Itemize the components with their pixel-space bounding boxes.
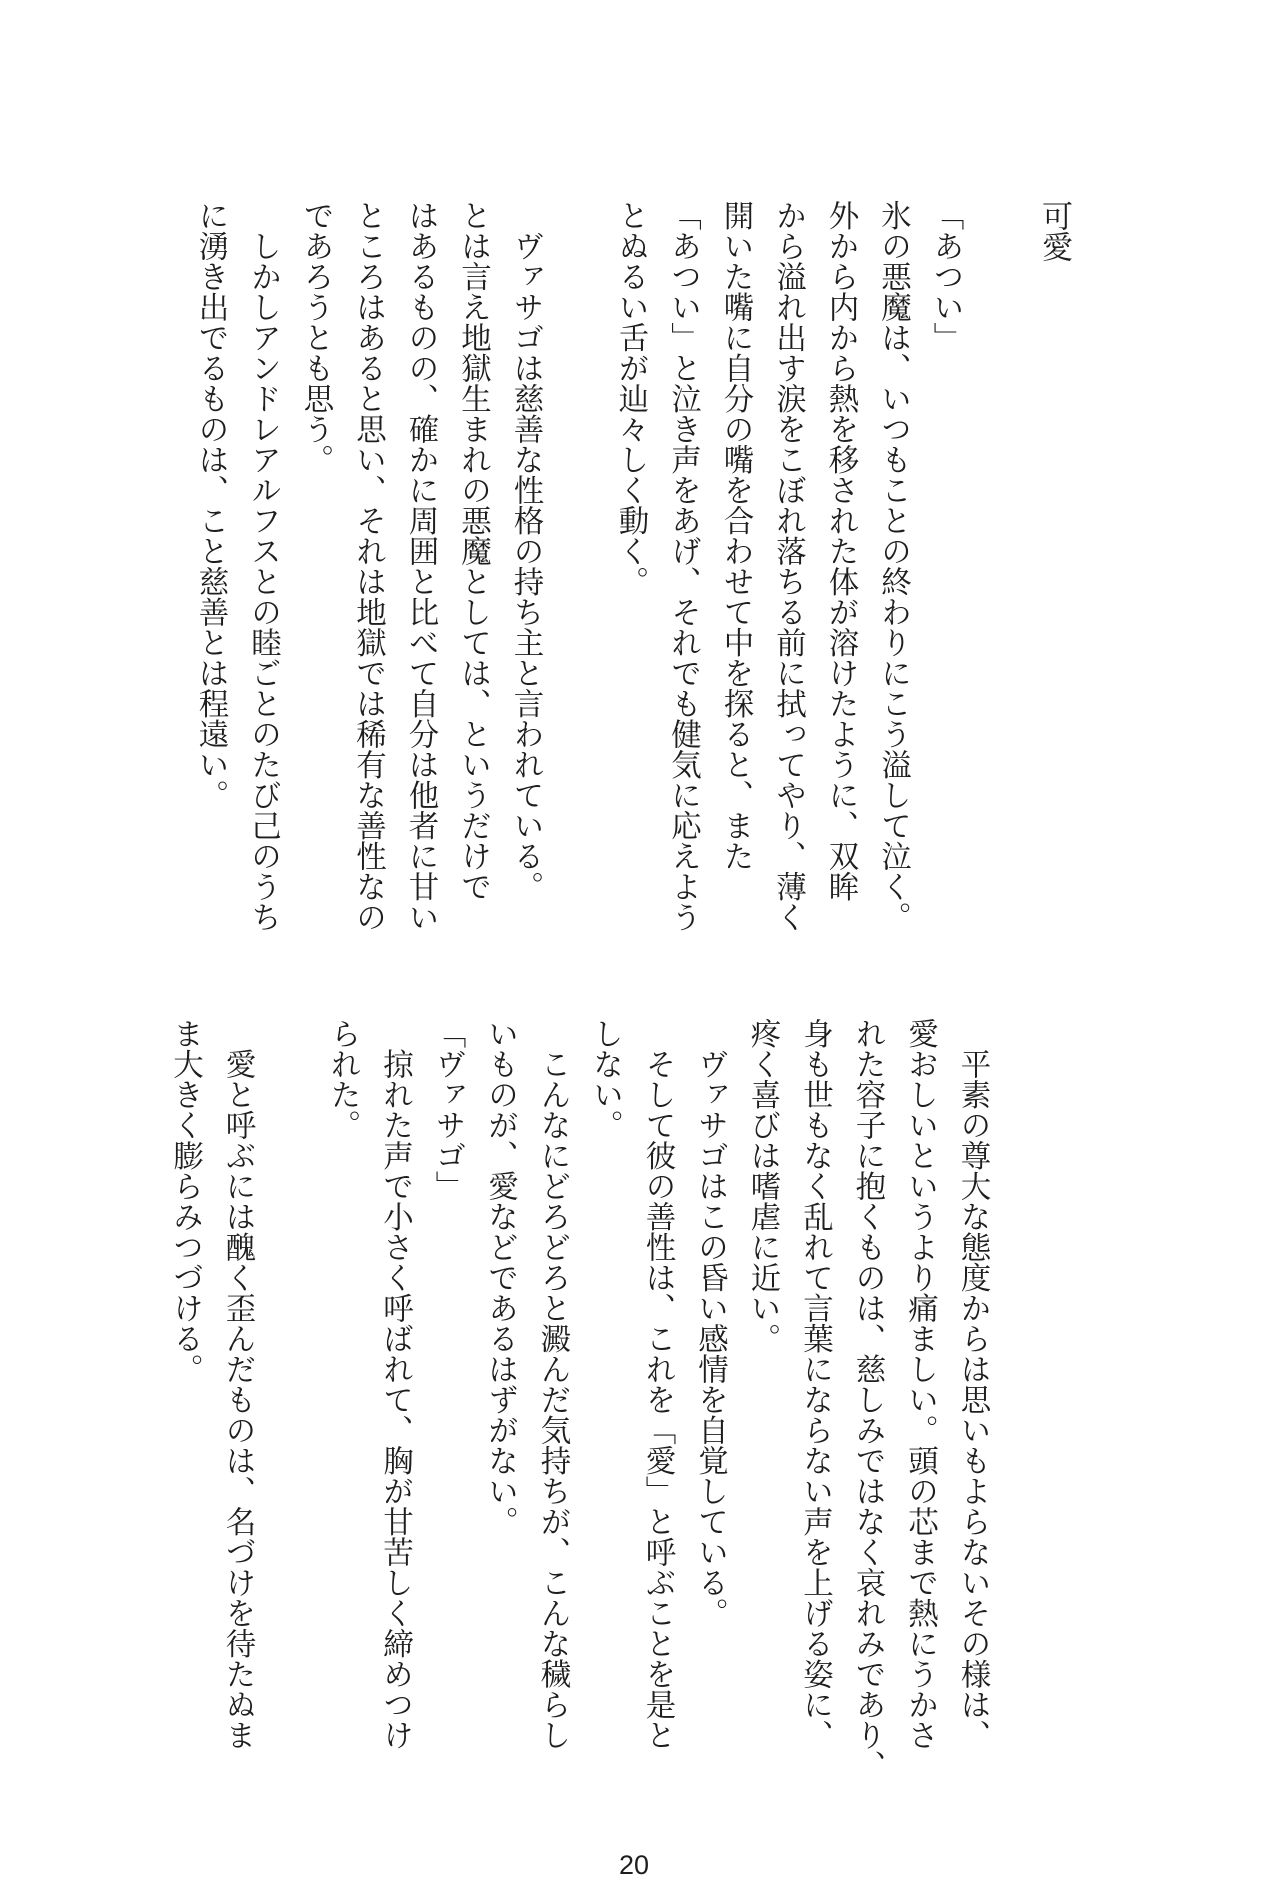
text-column: 開いた嘴に自分の嘴を合わせて中を探ると、また bbox=[718, 200, 753, 871]
text-column: ま大きく膨らみつづける。 bbox=[167, 1018, 203, 1384]
text-column: とは言え地獄生まれの悪魔としては、というだけで bbox=[455, 200, 491, 902]
text-block-bottom bbox=[158, 1018, 998, 1781]
text-column: 氷の悪魔は、いつもことの終わりにこう溢して泣く。 bbox=[875, 200, 911, 932]
text-column: 外から内から熱を移された体が溶けたように、双眸 bbox=[823, 200, 858, 902]
text-column: 「ヴァサゴ」 bbox=[430, 1018, 465, 1201]
text-column: しない。 bbox=[587, 1018, 623, 1140]
text-column: 疼く喜びは嗜虐に近い。 bbox=[745, 1018, 780, 1354]
page-number: 20 bbox=[618, 1850, 650, 1880]
text-column: ヴァサゴは慈善な性格の持ち主と言われている。 bbox=[508, 200, 543, 902]
text-column: いものが、愛などであるはずがない。 bbox=[482, 1018, 518, 1537]
text-column: であろうとも思う。 bbox=[298, 200, 333, 475]
text-column: られた。 bbox=[325, 1018, 360, 1140]
text-column: 「あつい」 bbox=[928, 200, 963, 353]
text-column: 身も世もなく乱れて言葉にならない声を上げる姿に、 bbox=[797, 1018, 833, 1750]
text-column: 平素の尊大な態度からは思いもよらないその様は、 bbox=[955, 1018, 990, 1750]
text-column: ヴァサゴはこの昏い感情を自覚している。 bbox=[692, 1018, 728, 1628]
text-column: から溢れ出す涙をこぼれ落ちる前に拭ってやり、薄く bbox=[770, 200, 806, 932]
text-block-top bbox=[184, 200, 972, 932]
text-column: に湧き出でるものは、こと慈善とは程遠い。 bbox=[193, 200, 228, 810]
text-column: ところはあると思い、それは地獄では稀有な善性なの bbox=[350, 200, 386, 932]
text-column: 「あつい」と泣き声をあげ、それでも健気に応えよう bbox=[665, 200, 701, 932]
text-column: れた容子に抱くものは、慈しみではなく哀れみであり、 bbox=[850, 1018, 885, 1781]
text-column: はあるものの、確かに周囲と比べて自分は他者に甘い bbox=[403, 200, 438, 932]
blank-column bbox=[551, 200, 604, 932]
text-column: しかしアンドレアルフスとの睦ごとのたび己のうち bbox=[245, 200, 281, 932]
text-column: そして彼の善性は、これを「愛」と呼ぶことを是と bbox=[640, 1018, 675, 1750]
chapter-title: 可愛 bbox=[1036, 200, 1072, 262]
text-column: 愛と呼ぶには醜く歪んだものは、名づけを待たぬま bbox=[220, 1018, 255, 1750]
text-column: 愛おしいというより痛ましい。頭の芯まで熱にうかさ bbox=[902, 1018, 938, 1750]
blank-column bbox=[263, 1018, 316, 1781]
text-column: 掠れた声で小さく呼ばれて、胸が甘苦しく締めつけ bbox=[377, 1018, 413, 1750]
text-column: とぬるい舌が辿々しく動く。 bbox=[613, 200, 648, 597]
text-column: こんなにどろどろと澱んだ気持ちが、こんな穢らし bbox=[535, 1018, 570, 1750]
